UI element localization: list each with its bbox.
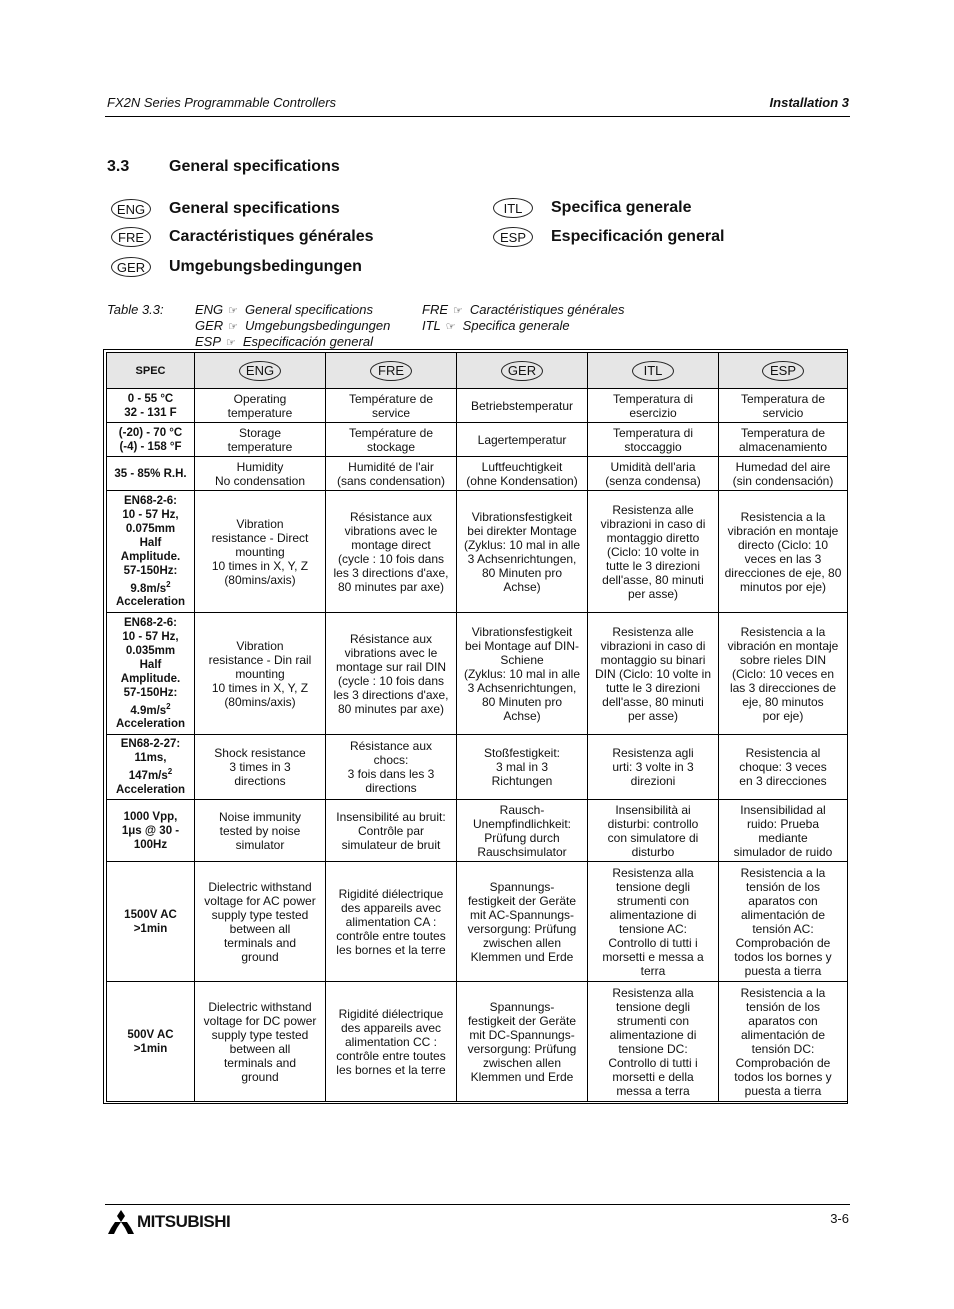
caption-entry-ger: [195, 318, 390, 333]
cell-ger: [457, 613, 588, 735]
caption-code: GER: [195, 318, 224, 333]
pointer-icon: ☞: [226, 337, 236, 349]
cell-text: Stoßfestigkeit: 3 mal in 3 Richtungen: [483, 746, 561, 788]
spec-value: 4.9m/s: [130, 704, 167, 717]
lang-badge-itl: ITL: [632, 361, 674, 381]
cell-text: Température de stockage: [348, 425, 434, 454]
table-header-row: [107, 353, 848, 389]
lang-badge-ger: GER: [111, 257, 151, 277]
cell-eng: [195, 800, 326, 862]
cell-itl: [588, 389, 719, 423]
cell-fre: [326, 389, 457, 423]
cell-text: Rausch- Unempfindlichkeit: Prüfung durch Rauschsimulator: [472, 802, 572, 859]
cell-eng: [195, 423, 326, 457]
cell-fre: [326, 862, 457, 982]
cell-ger: [457, 491, 588, 613]
three-diamonds-icon: [108, 1210, 134, 1234]
caption-code: FRE: [422, 302, 448, 317]
lang-badge-eng: ENG: [239, 361, 281, 381]
cell-fre: [326, 613, 457, 735]
cell-ger: [457, 862, 588, 982]
cell-fre: [326, 457, 457, 491]
cell-text: Luftfeuchtigkeit (ohne Kondensation): [466, 459, 578, 488]
footer-rule: [105, 1204, 850, 1205]
cell-text: Rigidité diélectrique des appareils avec alimentation CC : contrôle entre toutes les bornes et la terre: [336, 1006, 446, 1077]
mitsubishi-logo: [108, 1210, 230, 1234]
caption-text: Caractéristiques générales: [469, 302, 625, 317]
table-row: [107, 389, 848, 423]
table-row: [107, 423, 848, 457]
cell-text: Shock resistance 3 times in 3 directions: [214, 746, 306, 788]
spec-line: EN68-2-6:: [123, 616, 178, 629]
caption-entry-eng: [195, 302, 373, 317]
cell-text: Resistencia a la vibración en montaje directo (Ciclo: 10 veces en las 3 direcciones de eje, 80 minutos por eje): [724, 509, 842, 594]
spec-exponent: 2: [166, 579, 171, 589]
cell-text: Resistenza alle vibrazioni in caso di montaggio su binari DIN (Ciclo: 10 volte in tutte le 3 direzioni dell'asse, 80 minuti per asse): [594, 624, 712, 723]
cell-ger: [457, 735, 588, 800]
cell-ger: [457, 457, 588, 491]
column-header-spec: SPEC: [107, 353, 195, 389]
cell-eng: [195, 982, 326, 1102]
cell-text: Insensibilidad al ruido: Prueba mediante simulador de ruido: [733, 802, 833, 859]
caption-text: Specifica generale: [462, 318, 570, 333]
cell-text: Résistance aux vibrations avec le montage direct (cycle : 10 fois dans les 3 directions d'axe, 80 minutes par axe): [333, 509, 449, 594]
cell-text: Betriebstemperatur: [470, 398, 574, 413]
cell-text: Humidité de l'air (sans condensation): [336, 459, 446, 488]
cell-fre: [326, 735, 457, 800]
cell-itl: [588, 457, 719, 491]
lang-title-eng: General specifications: [169, 200, 340, 217]
lang-fre-row: [111, 227, 374, 247]
cell-itl: [588, 423, 719, 457]
cell-text: Lagertemperatur: [477, 432, 567, 447]
cell-text: Resistencia al choque: 3 veces en 3 direcciones: [739, 746, 827, 788]
lang-title-ger: Umgebungsbedingungen: [169, 258, 362, 275]
cell-text: Temperatura di esercizio: [612, 391, 694, 420]
cell-text: Noise immunity tested by noise simulator: [218, 809, 302, 852]
spec-table-frame: [103, 349, 848, 1104]
cell-esp: [719, 982, 848, 1102]
table-row: [107, 800, 848, 862]
spec-value: 147m/s: [128, 769, 168, 782]
caption-entry-esp: [195, 334, 373, 349]
cell-text: Vibration resistance - Direct mounting 10 times in X, Y, Z (80mins/axis): [211, 516, 309, 587]
cell-text: Température de service: [348, 391, 434, 420]
cell-text: Storage temperature: [227, 425, 293, 454]
column-header-eng: [195, 353, 326, 389]
section-title: General specifications: [169, 158, 340, 175]
cell-fre: [326, 982, 457, 1102]
cell-text: Resistenza agli urti: 3 volte in 3 direzioni: [612, 746, 694, 788]
spec-value: 1500V AC >1min: [124, 908, 177, 935]
cell-fre: [326, 423, 457, 457]
cell-fre: [326, 800, 457, 862]
cell-text: Insensibilité au bruit: Contrôle par simulateur de bruit: [336, 809, 446, 852]
cell-text: Resistencia a la vibración en montaje sobre rieles DIN (Ciclo: 10 veces en las 3 direcciones de eje, 80 minutos por eje): [727, 624, 839, 723]
caption-text: Especificación general: [242, 334, 373, 349]
spec-cell: [107, 613, 195, 735]
lang-itl-row: [493, 198, 692, 218]
spec-line: 10 - 57 Hz,: [122, 630, 179, 643]
spec-cell: [107, 800, 195, 862]
pointer-icon: ☞: [228, 321, 239, 333]
spec-line: Amplitude.: [120, 672, 181, 685]
caption-code: ESP: [195, 334, 222, 349]
pointer-icon: ☞: [228, 305, 239, 317]
cell-esp: [719, 423, 848, 457]
lang-title-itl: Specifica generale: [551, 199, 692, 216]
spec-line: Acceleration: [115, 596, 186, 609]
cell-text: Resistencia a la tensión de los aparatos con alimentación de tensión DC: Comprobación de todos los bornes y puesta a tierra: [734, 985, 832, 1098]
cell-text: Operating temperature: [227, 391, 293, 420]
header-chapter: Installation 3: [769, 95, 849, 110]
column-header-esp: [719, 353, 848, 389]
table-row: [107, 491, 848, 613]
cell-text: Vibrationsfestigkeit bei direkter Montage (Zyklus: 10 mal in alle 3 Achsenrichtungen, 80 Minuten pro Achse): [463, 509, 581, 594]
cell-itl: [588, 613, 719, 735]
lang-badge-eng: ENG: [111, 199, 151, 219]
spec-acceleration-value: [110, 578, 191, 596]
caption-entry-fre: [422, 302, 625, 317]
spec-value: 0 - 55 °C 32 - 131 F: [124, 392, 177, 419]
brand-name: MITSUBISHI: [137, 1212, 231, 1231]
spec-exponent: 2: [167, 767, 173, 777]
lang-eng-row: [111, 199, 340, 219]
spec-exponent: 2: [166, 701, 171, 711]
spec-line: Acceleration: [115, 718, 186, 731]
spec-cell: [107, 491, 195, 613]
cell-esp: [719, 800, 848, 862]
cell-text: Spannungs- festigkeit der Geräte mit AC-Spannungs- versorgung: Prüfung zwischen allen Klemmen und Erde: [467, 879, 577, 964]
cell-esp: [719, 735, 848, 800]
caption-text: Umgebungsbedingungen: [245, 318, 391, 333]
lang-badge-esp: ESP: [762, 361, 804, 381]
lang-badge-fre: FRE: [370, 361, 412, 381]
cell-eng: [195, 457, 326, 491]
cell-text: Vibrationsfestigkeit bei Montage auf DIN- Schiene (Zyklus: 10 mal in alle 3 Achsenrichtungen, 80 Minuten pro Achse): [463, 624, 581, 723]
lang-badge-itl: ITL: [493, 198, 533, 218]
caption-entry-itl: [422, 318, 570, 333]
cell-text: Humedad del aire (sin condensación): [732, 459, 834, 488]
spec-value: 35 - 85% R.H.: [114, 467, 187, 480]
spec-line: 0.075mm: [125, 522, 176, 535]
caption-text: General specifications: [245, 302, 373, 317]
spec-line: 0.035mm: [125, 644, 176, 657]
spec-cell: [107, 423, 195, 457]
cell-fre: [326, 491, 457, 613]
spec-line: 11ms,: [134, 752, 167, 765]
cell-text: Spannungs- festigkeit der Geräte mit DC-Spannungs- versorgung: Prüfung zwischen allen Klemmen und Erde: [467, 999, 577, 1084]
cell-text: Insensibilità ai disturbi: controllo con simulatore di disturbo: [607, 802, 699, 859]
lang-title-fre: Caractéristiques générales: [169, 228, 374, 245]
pointer-icon: ☞: [453, 305, 463, 317]
caption-code: ENG: [195, 302, 224, 317]
spec-line: EN68-2-6:: [123, 494, 178, 507]
cell-esp: [719, 457, 848, 491]
spec-line: Acceleration: [115, 783, 186, 796]
cell-text: Resistenza alla tensione degli strumenti con alimentazione di tensione DC: Controllo di tutti i morsetti e della messa a terra: [608, 985, 698, 1098]
spec-cell: [107, 457, 195, 491]
spec-cell: [107, 862, 195, 982]
cell-text: Dielectric withstand voltage for AC power supply type tested between all terminals and ground: [204, 879, 316, 964]
spec-line: 57-150Hz:: [123, 686, 178, 699]
cell-text: Temperatura di stoccaggio: [612, 425, 694, 454]
section-number: 3.3: [107, 158, 130, 175]
table-row: [107, 613, 848, 735]
cell-ger: [457, 982, 588, 1102]
column-header-fre: [326, 353, 457, 389]
spec-cell: [107, 982, 195, 1102]
cell-ger: [457, 423, 588, 457]
table-row: [107, 735, 848, 800]
caption-code: ITL: [422, 318, 441, 333]
spec-value: 500V AC >1min: [127, 1028, 174, 1055]
table-row: [107, 862, 848, 982]
spec-line: Amplitude.: [120, 550, 181, 563]
table-body: [107, 389, 848, 1102]
cell-text: Resistenza alla tensione degli strumenti con alimentazione di tensione AC: Controllo di tutti i morsetti e messa a terra: [602, 865, 704, 978]
lang-ger-row: [111, 257, 362, 277]
cell-ger: [457, 389, 588, 423]
cell-text: Resistencia a la tensión de los aparatos con alimentación de tensión AC: Comprobación de todos los bornes y puesta a tierra: [734, 865, 832, 978]
cell-itl: [588, 862, 719, 982]
spec-value: 9.8m/s: [130, 582, 167, 595]
page-number: 3-6: [830, 1211, 849, 1226]
cell-itl: [588, 800, 719, 862]
cell-esp: [719, 862, 848, 982]
pointer-icon: ☞: [445, 321, 456, 333]
column-header-itl: [588, 353, 719, 389]
spec-acceleration-value: [110, 700, 191, 718]
lang-badge-esp: ESP: [493, 227, 533, 247]
cell-text: Rigidité diélectrique des appareils avec alimentation CA : contrôle entre toutes les bornes et la terre: [336, 886, 446, 957]
cell-esp: [719, 613, 848, 735]
cell-eng: [195, 613, 326, 735]
cell-text: Resistenza alle vibrazioni in caso di montaggio diretto (Ciclo: 10 volte in tutte le 3 direzioni dell'asse, 80 minuti per asse): [600, 502, 706, 601]
cell-text: Dielectric withstand voltage for DC power supply type tested between all terminals and ground: [203, 999, 317, 1084]
lang-title-esp: Especificación general: [551, 228, 725, 245]
spec-line: EN68-2-27:: [120, 738, 181, 751]
spec-line: Half: [139, 658, 162, 671]
cell-text: Humidity No condensation: [214, 459, 306, 488]
lang-badge-fre: FRE: [111, 227, 151, 247]
cell-itl: [588, 491, 719, 613]
spec-line: 57-150Hz:: [123, 564, 178, 577]
cell-text: Umidità dell'aria (senza condensa): [605, 459, 701, 488]
spec-cell: [107, 389, 195, 423]
header-title: FX2N Series Programmable Controllers: [107, 95, 337, 110]
spec-value: (-20) - 70 °C (-4) - 158 °F: [118, 426, 183, 453]
cell-text: Résistance aux vibrations avec le montage sur rail DIN (cycle : 10 fois dans les 3 directions d'axe, 80 minutes par axe): [333, 631, 449, 716]
cell-esp: [719, 491, 848, 613]
cell-eng: [195, 735, 326, 800]
cell-itl: [588, 982, 719, 1102]
spec-cell: [107, 735, 195, 800]
spec-acceleration-value: [110, 765, 191, 783]
cell-text: Vibration resistance - Din rail mounting 10 times in X, Y, Z (80mins/axis): [208, 638, 312, 709]
table-row: [107, 457, 848, 491]
spec-line: Half: [139, 536, 162, 549]
header-rule: [105, 116, 850, 117]
cell-eng: [195, 389, 326, 423]
spec-value: 1000 Vpp, 1μs @ 30 - 100Hz: [121, 810, 180, 851]
lang-esp-row: [493, 227, 724, 247]
cell-text: Résistance aux chocs: 3 fois dans les 3 directions: [347, 739, 435, 795]
spec-line: 10 - 57 Hz,: [122, 508, 179, 521]
cell-itl: [588, 735, 719, 800]
cell-ger: [457, 800, 588, 862]
table-row: [107, 982, 848, 1102]
cell-esp: [719, 389, 848, 423]
caption-label: Table 3.3:: [107, 302, 164, 317]
cell-text: Temperatura de almacenamiento: [738, 425, 828, 454]
column-header-ger: [457, 353, 588, 389]
cell-eng: [195, 491, 326, 613]
lang-badge-ger: GER: [501, 361, 543, 381]
cell-eng: [195, 862, 326, 982]
spec-table: [106, 352, 848, 1102]
cell-text: Temperatura de servicio: [740, 391, 826, 420]
